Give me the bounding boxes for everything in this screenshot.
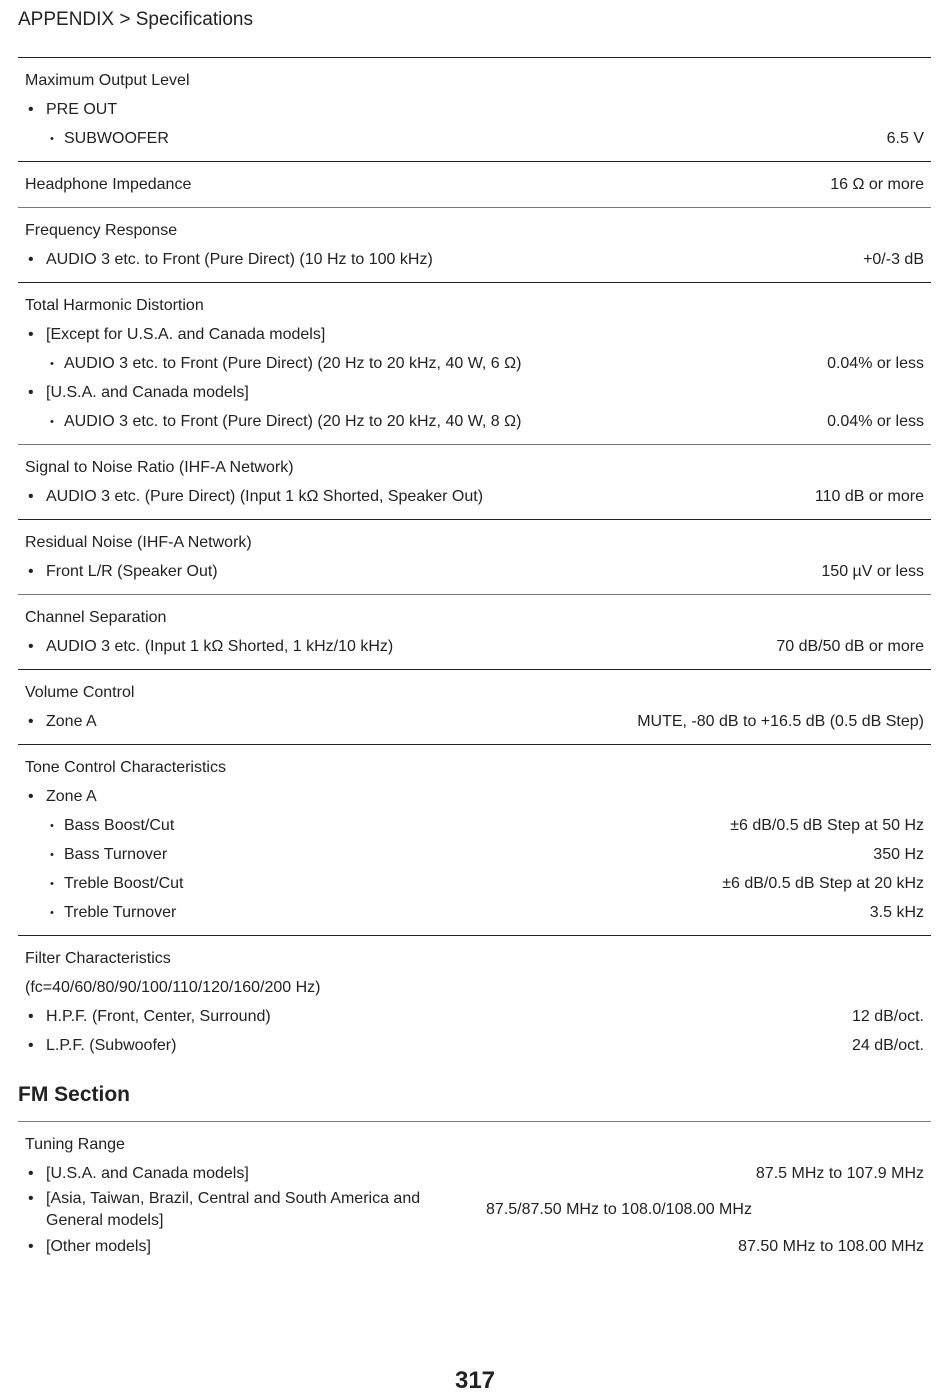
spec-title-row	[25, 66, 924, 95]
max-output-spec	[18, 57, 931, 161]
spec-title: Filter Characteristics	[25, 949, 171, 967]
headphone-impedance-spec	[18, 161, 931, 207]
spec-title-row	[25, 528, 924, 557]
spec-item-row	[25, 349, 924, 378]
frequency-response-spec	[18, 207, 931, 282]
spec-item-row	[25, 170, 924, 199]
spec-item-label: • AUDIO 3 etc. (Pure Direct) (Input 1 kΩ Shorted, Speaker Out)	[25, 486, 795, 508]
spec-item-label: • H.P.F. (Front, Center, Surround)	[25, 1006, 832, 1028]
total-harmonic-distortion-spec	[18, 282, 931, 444]
spec-item-row	[25, 632, 924, 661]
spec-item-label: • Bass Turnover	[25, 844, 853, 866]
spec-item-value: 12 dB/oct.	[851, 1007, 924, 1025]
spec-item-label: • [Other models]	[25, 1236, 718, 1258]
spec-item-label: • AUDIO 3 etc. to Front (Pure Direct) (20 Hz to 20 kHz, 40 W, 8 Ω)	[25, 411, 807, 433]
spec-item-label: • [Asia, Taiwan, Brazil, Central and South America and General models]	[25, 1188, 466, 1232]
spec-subtitle-row	[25, 973, 924, 1002]
spec-title: Maximum Output Level	[25, 71, 190, 89]
page-number: 317	[454, 1367, 496, 1394]
spec-item-row	[25, 840, 924, 869]
specifications-content	[18, 57, 931, 1269]
breadcrumb: APPENDIX > Specifications	[18, 9, 253, 30]
spec-item-value: ±6 dB/0.5 dB Step at 50 Hz	[730, 816, 924, 834]
spec-item-row	[25, 898, 924, 927]
spec-item-value: 87.5 MHz to 107.9 MHz	[755, 1164, 924, 1182]
spec-title: Signal to Noise Ratio (IHF-A Network)	[25, 458, 294, 476]
spec-item-value: 16 Ω or more	[830, 175, 924, 193]
spec-item-value: 0.04% or less	[827, 354, 924, 372]
tuning-range-spec	[18, 1121, 931, 1269]
spec-item-label: • [U.S.A. and Canada models]	[25, 1163, 736, 1185]
spec-group-row	[25, 320, 924, 349]
spec-group-label: • PRE OUT	[25, 99, 924, 121]
spec-title: Residual Noise (IHF-A Network)	[25, 533, 252, 551]
spec-item-label: • Bass Boost/Cut	[25, 815, 710, 837]
spec-item-row	[25, 869, 924, 898]
residual-noise-spec	[18, 519, 931, 594]
tone-control-spec	[18, 744, 931, 935]
spec-group-row	[25, 378, 924, 407]
spec-item-label: • Zone A	[25, 711, 617, 733]
spec-title: Tone Control Characteristics	[25, 758, 226, 776]
spec-item-label: • Front L/R (Speaker Out)	[25, 561, 801, 583]
spec-subtitle: (fc=40/60/80/90/100/110/120/160/200 Hz)	[25, 978, 321, 996]
spec-item-value: 110 dB or more	[814, 487, 924, 505]
spec-item-row	[25, 1188, 924, 1232]
spec-title: Tuning Range	[25, 1135, 125, 1153]
spec-item-label: • AUDIO 3 etc. to Front (Pure Direct) (10 Hz to 100 kHz)	[25, 249, 843, 271]
spec-title: Headphone Impedance	[25, 175, 192, 193]
fm-section-heading: FM Section	[18, 1083, 131, 1106]
spec-item-value: 6.5 V	[886, 129, 924, 147]
spec-item-row	[25, 1232, 924, 1261]
spec-item-value: 70 dB/50 dB or more	[776, 637, 924, 655]
spec-item-row	[25, 1002, 924, 1031]
spec-title-row	[25, 1130, 924, 1159]
spec-group-label: • [Except for U.S.A. and Canada models]	[25, 324, 924, 346]
spec-item-row	[25, 811, 924, 840]
spec-group-label: • [U.S.A. and Canada models]	[25, 382, 924, 404]
spec-item-label: • AUDIO 3 etc. (Input 1 kΩ Shorted, 1 kHz/10 kHz)	[25, 636, 756, 658]
spec-group-row	[25, 782, 924, 811]
spec-title-row	[25, 216, 924, 245]
spec-title-row	[25, 753, 924, 782]
spec-title-row	[25, 603, 924, 632]
spec-item-row	[25, 482, 924, 511]
spec-item-value: 150 µV or less	[821, 562, 924, 580]
spec-item-value: 87.50 MHz to 108.00 MHz	[738, 1237, 924, 1255]
spec-item-row	[25, 407, 924, 436]
spec-item-label: • L.P.F. (Subwoofer)	[25, 1035, 832, 1057]
spec-item-row	[25, 245, 924, 274]
channel-separation-spec	[18, 594, 931, 669]
spec-item-value: +0/-3 dB	[863, 250, 924, 268]
spec-group-label: • Zone A	[25, 786, 924, 808]
spec-item-value: MUTE, -80 dB to +16.5 dB (0.5 dB Step)	[637, 712, 924, 730]
spec-item-row	[25, 1031, 924, 1060]
spec-item-value: ±6 dB/0.5 dB Step at 20 kHz	[722, 874, 924, 892]
spec-item-value: 24 dB/oct.	[851, 1036, 924, 1054]
spec-item-label: • Treble Boost/Cut	[25, 873, 702, 895]
spec-item-row	[25, 1159, 924, 1188]
volume-control-spec	[18, 669, 931, 744]
spec-group-row	[25, 95, 924, 124]
spec-item-label: • AUDIO 3 etc. to Front (Pure Direct) (20 Hz to 20 kHz, 40 W, 6 Ω)	[25, 353, 807, 375]
spec-item-row	[25, 557, 924, 586]
spec-item-label: • Treble Turnover	[25, 902, 850, 924]
spec-item-value: 87.5/87.50 MHz to 108.0/108.00 MHz	[486, 1201, 752, 1218]
spec-item-value: 3.5 kHz	[869, 903, 924, 921]
spec-title-row	[25, 678, 924, 707]
spec-item-label: • SUBWOOFER	[25, 128, 867, 150]
filter-characteristics-spec	[18, 935, 931, 1068]
spec-title: Channel Separation	[25, 608, 167, 626]
signal-to-noise-spec	[18, 444, 931, 519]
spec-title-row	[25, 944, 924, 973]
spec-title-row	[25, 291, 924, 320]
spec-item-row	[25, 707, 924, 736]
spec-title-row	[25, 453, 924, 482]
spec-title: Frequency Response	[25, 221, 178, 239]
spec-title: Total Harmonic Distortion	[25, 296, 204, 314]
spec-title: Volume Control	[25, 683, 135, 701]
spec-item-value: 350 Hz	[873, 845, 924, 863]
spec-item-value: 0.04% or less	[827, 412, 924, 430]
spec-item-row	[25, 124, 924, 153]
